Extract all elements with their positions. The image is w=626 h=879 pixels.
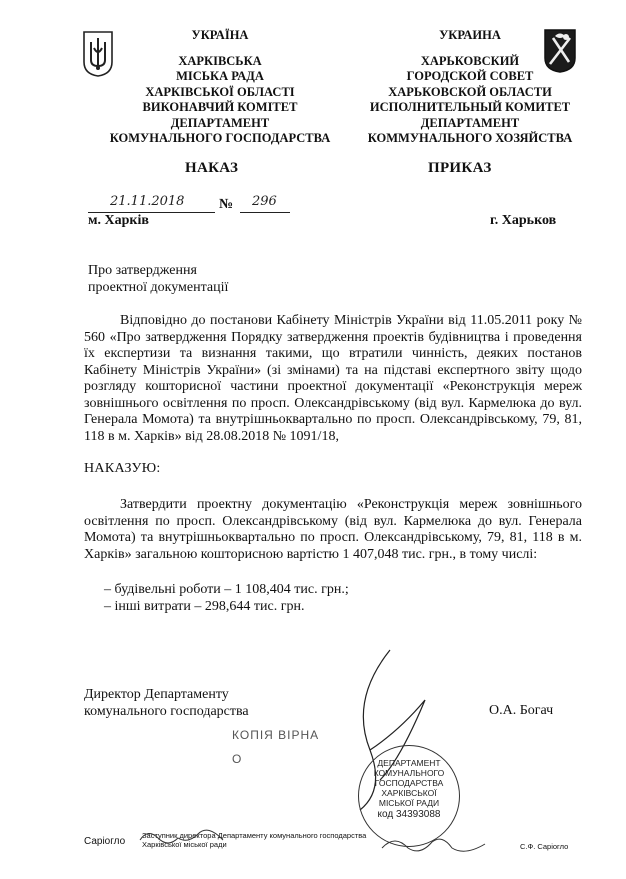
copy-mark-line: О [232,752,243,766]
subject-line: проектної документації [88,280,229,295]
signatory-position-line: Директор Департаменту [84,687,229,702]
footer-signature [138,826,228,850]
order-number: 296 [252,194,277,209]
stamp-line: ХАРКІВСЬКОЇ [381,788,437,798]
stamp-line: ДЕПАРТАМЕНТ [377,758,441,768]
city-ru: г. Харьков [490,213,557,228]
header-ru-line: ХАРЬКОВСКИЙ [420,53,520,68]
cost-item: – будівельні роботи – 1 108,404 тис. грн.; [104,582,564,599]
header-ua-line: ХАРКІВСЬКОЇ ОБЛАСТІ [145,84,295,99]
header-ua-country: УКРАЇНА [191,28,249,42]
stamp-line: МІСЬКОЇ РАДИ [378,798,440,808]
header-ua-line: КОМУНАЛЬНОГО ГОСПОДАРСТВА [109,131,331,145]
number-sign: № [219,197,234,212]
header-ru [350,28,590,147]
header-ru-country: УКРАИНА [439,28,501,42]
signatory-position [84,686,249,720]
cost-items-list [104,582,564,615]
cost-item: – інші витрати – 298,644 тис. грн. [104,599,564,616]
header-ua-line: ДЕПАРТАМЕНТ [170,115,270,130]
decision-paragraph: Затвердити проектну документацію «Реконструкція мереж зовнішнього освітлення по просп. Олександрівському (від вул. Кармелюка до вул. Генерала Момота) та внутрішньоквартально по просп. Олександрівському, 79, 81, 118 в м. Харків» загальною кошторисною вартістю 1 407,048 тис. грн., в тому числі: [84,497,582,562]
subject [88,262,228,296]
certify-line: Харківської міської ради [142,840,227,849]
order-word: НАКАЗУЮ: [84,461,161,476]
certify-name: С.Ф. Саріогло [520,842,569,851]
stamp-line: код 34393088 [377,809,441,820]
stamp-line: ГОСПОДАРСТВА [374,778,444,788]
header-ru-line: ХАРЬКОВСКОЙ ОБЛАСТИ [388,84,552,99]
subject-line: Про затвердження [88,263,197,278]
header-ua-line: МІСЬКА РАДА [176,69,264,83]
author-name: Саріогло [84,836,126,847]
header-ua-line: ВИКОНАВЧИЙ КОМІТЕТ [142,100,298,114]
order-number-field [240,194,290,213]
header-ua-line: ХАРКІВСЬКА [178,53,262,68]
stamp-line: КОМУНАЛЬНОГО [373,768,445,778]
header-ru-line: ДЕПАРТАМЕНТ [420,115,520,130]
certify-signature [380,832,490,858]
header-ru-line: ИСПОЛНИТЕЛЬНЫЙ КОМИТЕТ [369,100,571,114]
doc-type-ru: ПРИКАЗ [428,160,492,176]
copy-mark [232,728,319,766]
header-ru-line: ГОРОДСКОЙ СОВЕТ [406,69,534,83]
header-ua [100,28,340,147]
preamble-paragraph: Відповідно до постанови Кабінету Міністрів України від 11.05.2011 року № 560 «Про затвердження Порядку затвердження проектів будівництва і проведення їх експертизи та визнання такими, що втратили чинність, деяких постанов Кабінету Міністрів України» (зі змінами) та на підставі експертного звіту щодо розгляду кошторисної частини проектної документації «Реконструкція мереж зовнішнього освітлення по просп. Олександрівському (від вул. Кармелюка до вул. Генерала Момота) та внутрішньоквартально по просп. Олександрівському, 79, 81, 118 в м. Харків» від 28.08.2018 № 1091/18, [84,313,582,444]
certify-line: Заступник директора Департаменту комунального господарства [142,831,367,840]
stamp-inner [363,758,455,820]
order-date: 21.11.2018 [110,194,185,209]
order-date-field [88,194,215,213]
city-ua: м. Харків [88,213,149,228]
doc-type-ua: НАКАЗ [185,160,239,176]
signatory-position-line: комунального господарства [84,704,249,719]
header-ru-line: КОММУНАЛЬНОГО ХОЗЯЙСТВА [367,131,573,145]
copy-mark-title: КОПІЯ ВІРНА [232,728,320,742]
signatory-name: О.А. Богач [489,703,554,718]
